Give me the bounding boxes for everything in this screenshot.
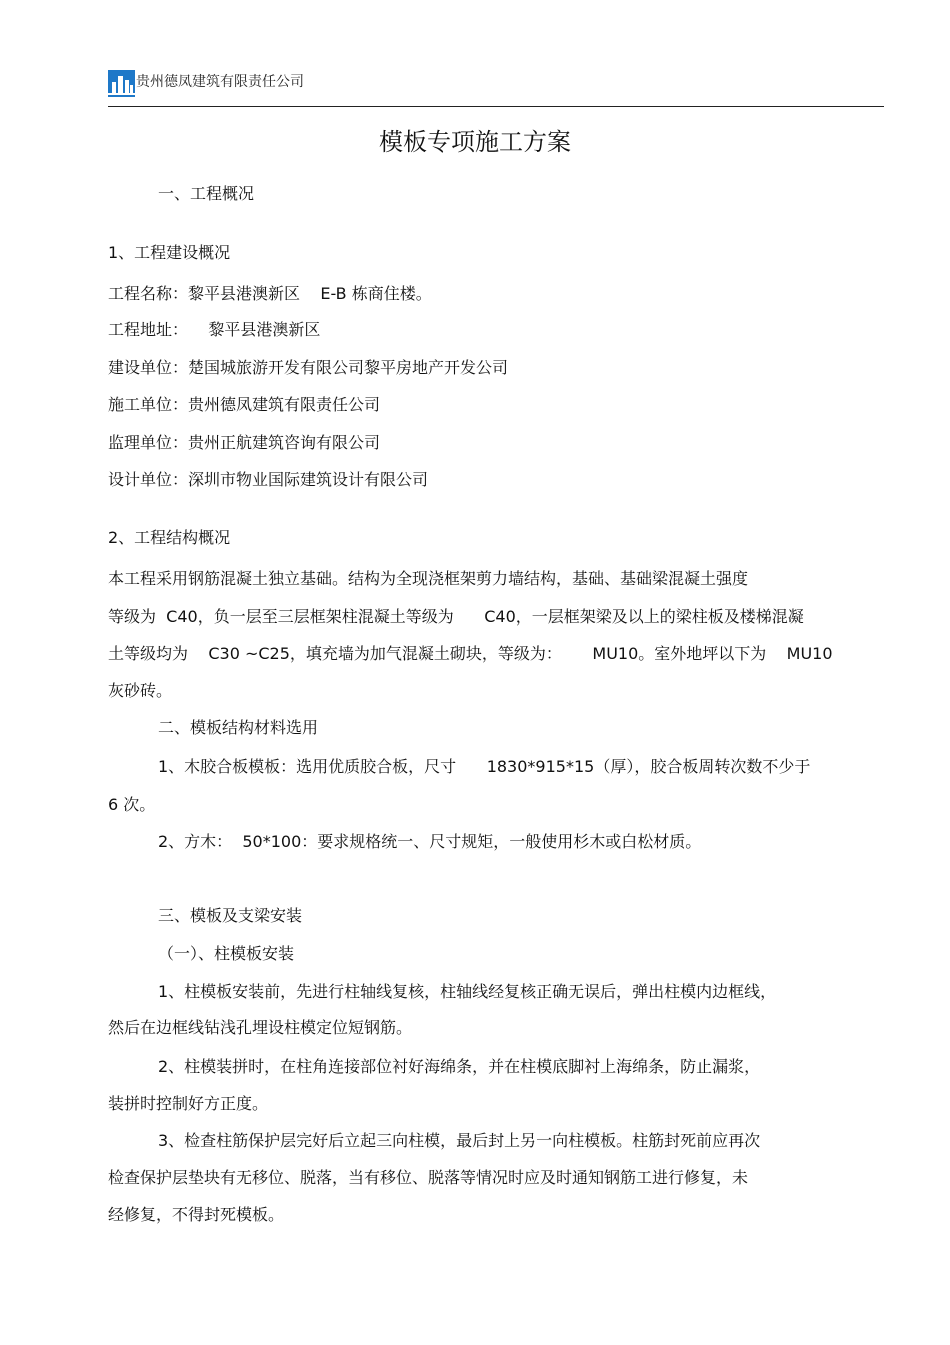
page-header bbox=[108, 66, 884, 107]
paragraph-line: 2、柱模装拼时，在柱角连接部位衬好海绵条，并在柱模底脚衬上海绵条，防止漏浆， bbox=[158, 1057, 761, 1076]
section-heading-3: 三、模板及支梁安装 bbox=[158, 906, 303, 925]
info-designer: 设计单位：深圳市物业国际建筑设计有限公司 bbox=[108, 470, 429, 489]
paragraph-line: 2、方木： 50*100：要求规格统一、尺寸规矩，一般使用杉木或白松材质。 bbox=[158, 832, 702, 851]
paragraph-line: 1、柱模板安装前，先进行柱轴线复核，柱轴线经复核正确无误后，弹出柱模内边框线， bbox=[158, 982, 777, 1001]
paragraph-line: 经修复，不得封死模板。 bbox=[108, 1205, 285, 1224]
paragraph-line: 本工程采用钢筋混凝土独立基础。结构为全现浇框架剪力墙结构，基础、基础梁混凝土强度 bbox=[108, 569, 749, 588]
subsection-heading: 1、工程建设概况 bbox=[108, 243, 231, 262]
paragraph-line: 土等级均为 C30 ~C25，填充墙为加气混凝土砌块，等级为： MU10。室外地坪以下为 MU10 bbox=[108, 644, 833, 663]
paragraph-line: 灰砂砖。 bbox=[108, 681, 173, 700]
info-contractor: 施工单位：贵州德凤建筑有限责任公司 bbox=[108, 395, 381, 414]
info-project-address: 工程地址： 黎平县港澳新区 bbox=[108, 320, 321, 339]
paragraph-line: 然后在边框线钻浅孔埋设柱模定位短钢筋。 bbox=[108, 1018, 413, 1037]
subsection-heading: （一）、柱模板安装 bbox=[158, 944, 295, 963]
document-title: 模板专项施工方案 bbox=[379, 128, 571, 156]
paragraph-line: 3、检查柱筋保护层完好后立起三向柱模，最后封上另一向柱模板。柱筋封死前应再次 bbox=[158, 1131, 761, 1150]
info-owner: 建设单位：楚国城旅游开发有限公司黎平房地产开发公司 bbox=[108, 358, 509, 377]
company-name: 贵州德凤建筑有限责任公司 bbox=[136, 74, 304, 90]
paragraph-line: 检查保护层垫块有无移位、脱落，当有移位、脱落等情况时应及时通知钢筋工进行修复，未 bbox=[108, 1168, 749, 1187]
paragraph-line: 6 次。 bbox=[108, 795, 156, 814]
building-logo-icon bbox=[108, 70, 135, 97]
section-heading-1: 一、工程概况 bbox=[158, 184, 255, 203]
info-supervisor: 监理单位：贵州正航建筑咨询有限公司 bbox=[108, 433, 381, 452]
info-project-name: 工程名称：黎平县港澳新区 E-B 栋商住楼。 bbox=[108, 284, 432, 303]
paragraph-line: 等级为 C40，负一层至三层框架柱混凝土等级为 C40，一层框架梁及以上的梁柱板及楼梯混凝 bbox=[108, 607, 804, 626]
paragraph-line: 1、木胶合板模板：选用优质胶合板，尺寸 1830*915*15（厚），胶合板周转次数不少于 bbox=[158, 757, 811, 776]
section-heading-2: 二、模板结构材料选用 bbox=[158, 718, 319, 737]
subsection-heading: 2、工程结构概况 bbox=[108, 528, 231, 547]
paragraph-line: 装拼时控制好方正度。 bbox=[108, 1094, 269, 1113]
